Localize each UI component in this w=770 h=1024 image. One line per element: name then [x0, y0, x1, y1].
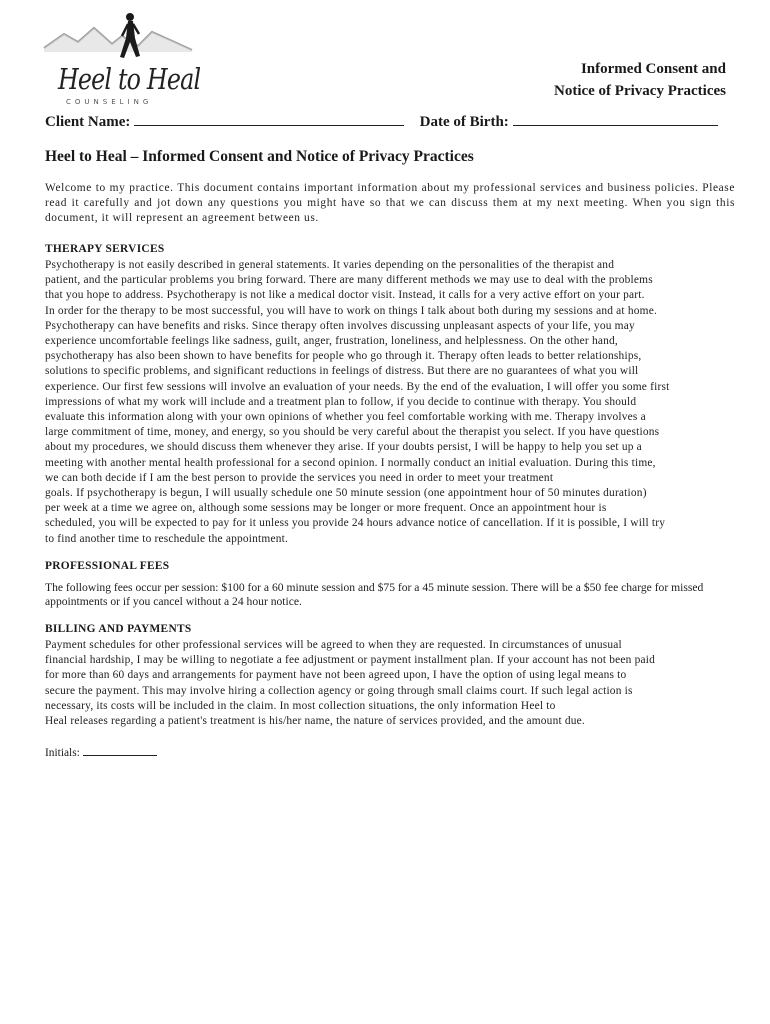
- heel-to-heal-logo: [42, 10, 202, 105]
- billing-payments-heading: BILLING AND PAYMENTS: [45, 623, 192, 635]
- logo-wordmark: Heel to Heal: [58, 62, 201, 96]
- therapy-line: experience. Our first few sessions will involve an evaluation of your needs. By the end of the evaluation, I will offer you some first: [45, 380, 670, 393]
- therapy-line: patient, and the particular problems you bring forward. There are many different methods we may use to deal with the problems: [45, 274, 653, 287]
- therapy-line: solutions to specific problems, and significant reductions in feelings of distress. But there are no guarantees of what you will: [45, 365, 639, 378]
- therapy-line: psychotherapy has also been shown to have benefits for people who go through it. Therapy often leads to better relationships,: [45, 350, 642, 363]
- therapy-line: evaluate this information along with your own opinions of whether you feel comfortable working with me. Therapy involves a: [45, 411, 646, 424]
- client-name-label: Client Name:: [45, 114, 131, 130]
- professional-fees-text: The following fees occur per session: $100 for a 60 minute session and $75 for a 45 minute session. There will be a $50 fee charge for missed appointments or if you cancel without a 24 hour notice.: [45, 581, 704, 608]
- therapy-services-text: [45, 258, 735, 547]
- client-info-row: [45, 112, 735, 131]
- therapy-line: Psychotherapy is not easily described in general statements. It varies depending on the personalities of the therapist and: [45, 259, 615, 271]
- document-title: Heel to Heal – Informed Consent and Notice of Privacy Practices: [45, 148, 474, 165]
- billing-payments-text: [45, 638, 735, 729]
- therapy-line: Psychotherapy can have benefits and risks. Since therapy often involves discussing unpleasant aspects of your life, you may: [45, 319, 635, 332]
- logo-subtitle: COUNSELING: [66, 98, 153, 106]
- billing-line: secure the payment. This may involve hiring a collection agency or going through small claims court. If such legal action is: [45, 684, 633, 697]
- therapy-line: per week at a time we agree on, although some sessions may be longer or more frequent. Once an appointment hour is: [45, 502, 607, 515]
- therapy-line: experience uncomfortable feelings like sadness, guilt, anger, frustration, loneliness, and helplessness. On the other hand,: [45, 335, 618, 348]
- billing-line: Payment schedules for other professional services will be agreed to when they are requested. In circumstances of unusual: [45, 639, 622, 651]
- therapy-line: to find another time to reschedule the appointment.: [45, 532, 289, 545]
- header-title-line1: Informed Consent and: [580, 61, 726, 77]
- therapy-line: goals. If psychotherapy is begun, I will usually schedule one 50 minute session (one appointment hour of 50 minutes duration): [45, 487, 647, 500]
- billing-line: for more than 60 days and arrangements for payment have not been agreed upon, I have the option of using legal means to: [45, 669, 627, 682]
- therapy-line: meeting with another mental health professional for a second opinion. I normally conduct an initial evaluation. During this time,: [45, 456, 656, 469]
- therapy-services-heading: THERAPY SERVICES: [45, 243, 165, 255]
- billing-line: financial hardship, I may be willing to negotiate a fee adjustment or payment installment plan. If your account has not been paid: [45, 654, 656, 667]
- billing-line: necessary, its costs will be included in the claim. In most collection situations, the only information Heel to: [45, 699, 556, 712]
- therapy-line: large commitment of time, money, and energy, so you should be very careful about the therapist you select. If you have questions: [45, 426, 660, 439]
- dob-label: Date of Birth:: [419, 114, 509, 130]
- therapy-line: that you hope to address. Psychotherapy is not like a medical doctor visit. Instead, it calls for a very active effort on your part.: [45, 289, 645, 302]
- dob-field[interactable]: [513, 112, 718, 126]
- initials-label: Initials:: [45, 747, 80, 759]
- initials-row: [45, 745, 157, 759]
- intro-paragraph: Welcome to my practice. This document contains important information about my professional services and business policies. Please read it carefully and jot down any questions you might have so that we can discuss them at my next meeting. When you sign this document, it will represent an agreement between us.: [45, 182, 735, 225]
- header-title: [554, 58, 726, 102]
- client-name-field[interactable]: [134, 112, 404, 126]
- therapy-line: about my procedures, we should discuss them whenever they arise. If your doubts persist, I will be happy to help you set up a: [45, 441, 642, 454]
- therapy-line: scheduled, you will be expected to pay for it unless you provide 24 hours advance notice of cancellation. If it is possible, I will try: [45, 517, 666, 530]
- professional-fees-heading: PROFESSIONAL FEES: [45, 560, 170, 572]
- header-title-line2: Notice of Privacy Practices: [554, 83, 726, 99]
- initials-field[interactable]: [83, 745, 157, 756]
- billing-line: Heal releases regarding a patient's treatment is his/her name, the nature of services provided, and the amount due.: [45, 715, 585, 728]
- therapy-line: we can both decide if I am the best person to provide the services you need in order to meet your treatment: [45, 471, 554, 484]
- therapy-line: In order for the therapy to be most successful, you will have to work on things I talk about both during my sessions and at home.: [45, 304, 657, 317]
- therapy-line: impressions of what my work will include and a treatment plan to follow, if you decide to continue with therapy. You should: [45, 395, 637, 408]
